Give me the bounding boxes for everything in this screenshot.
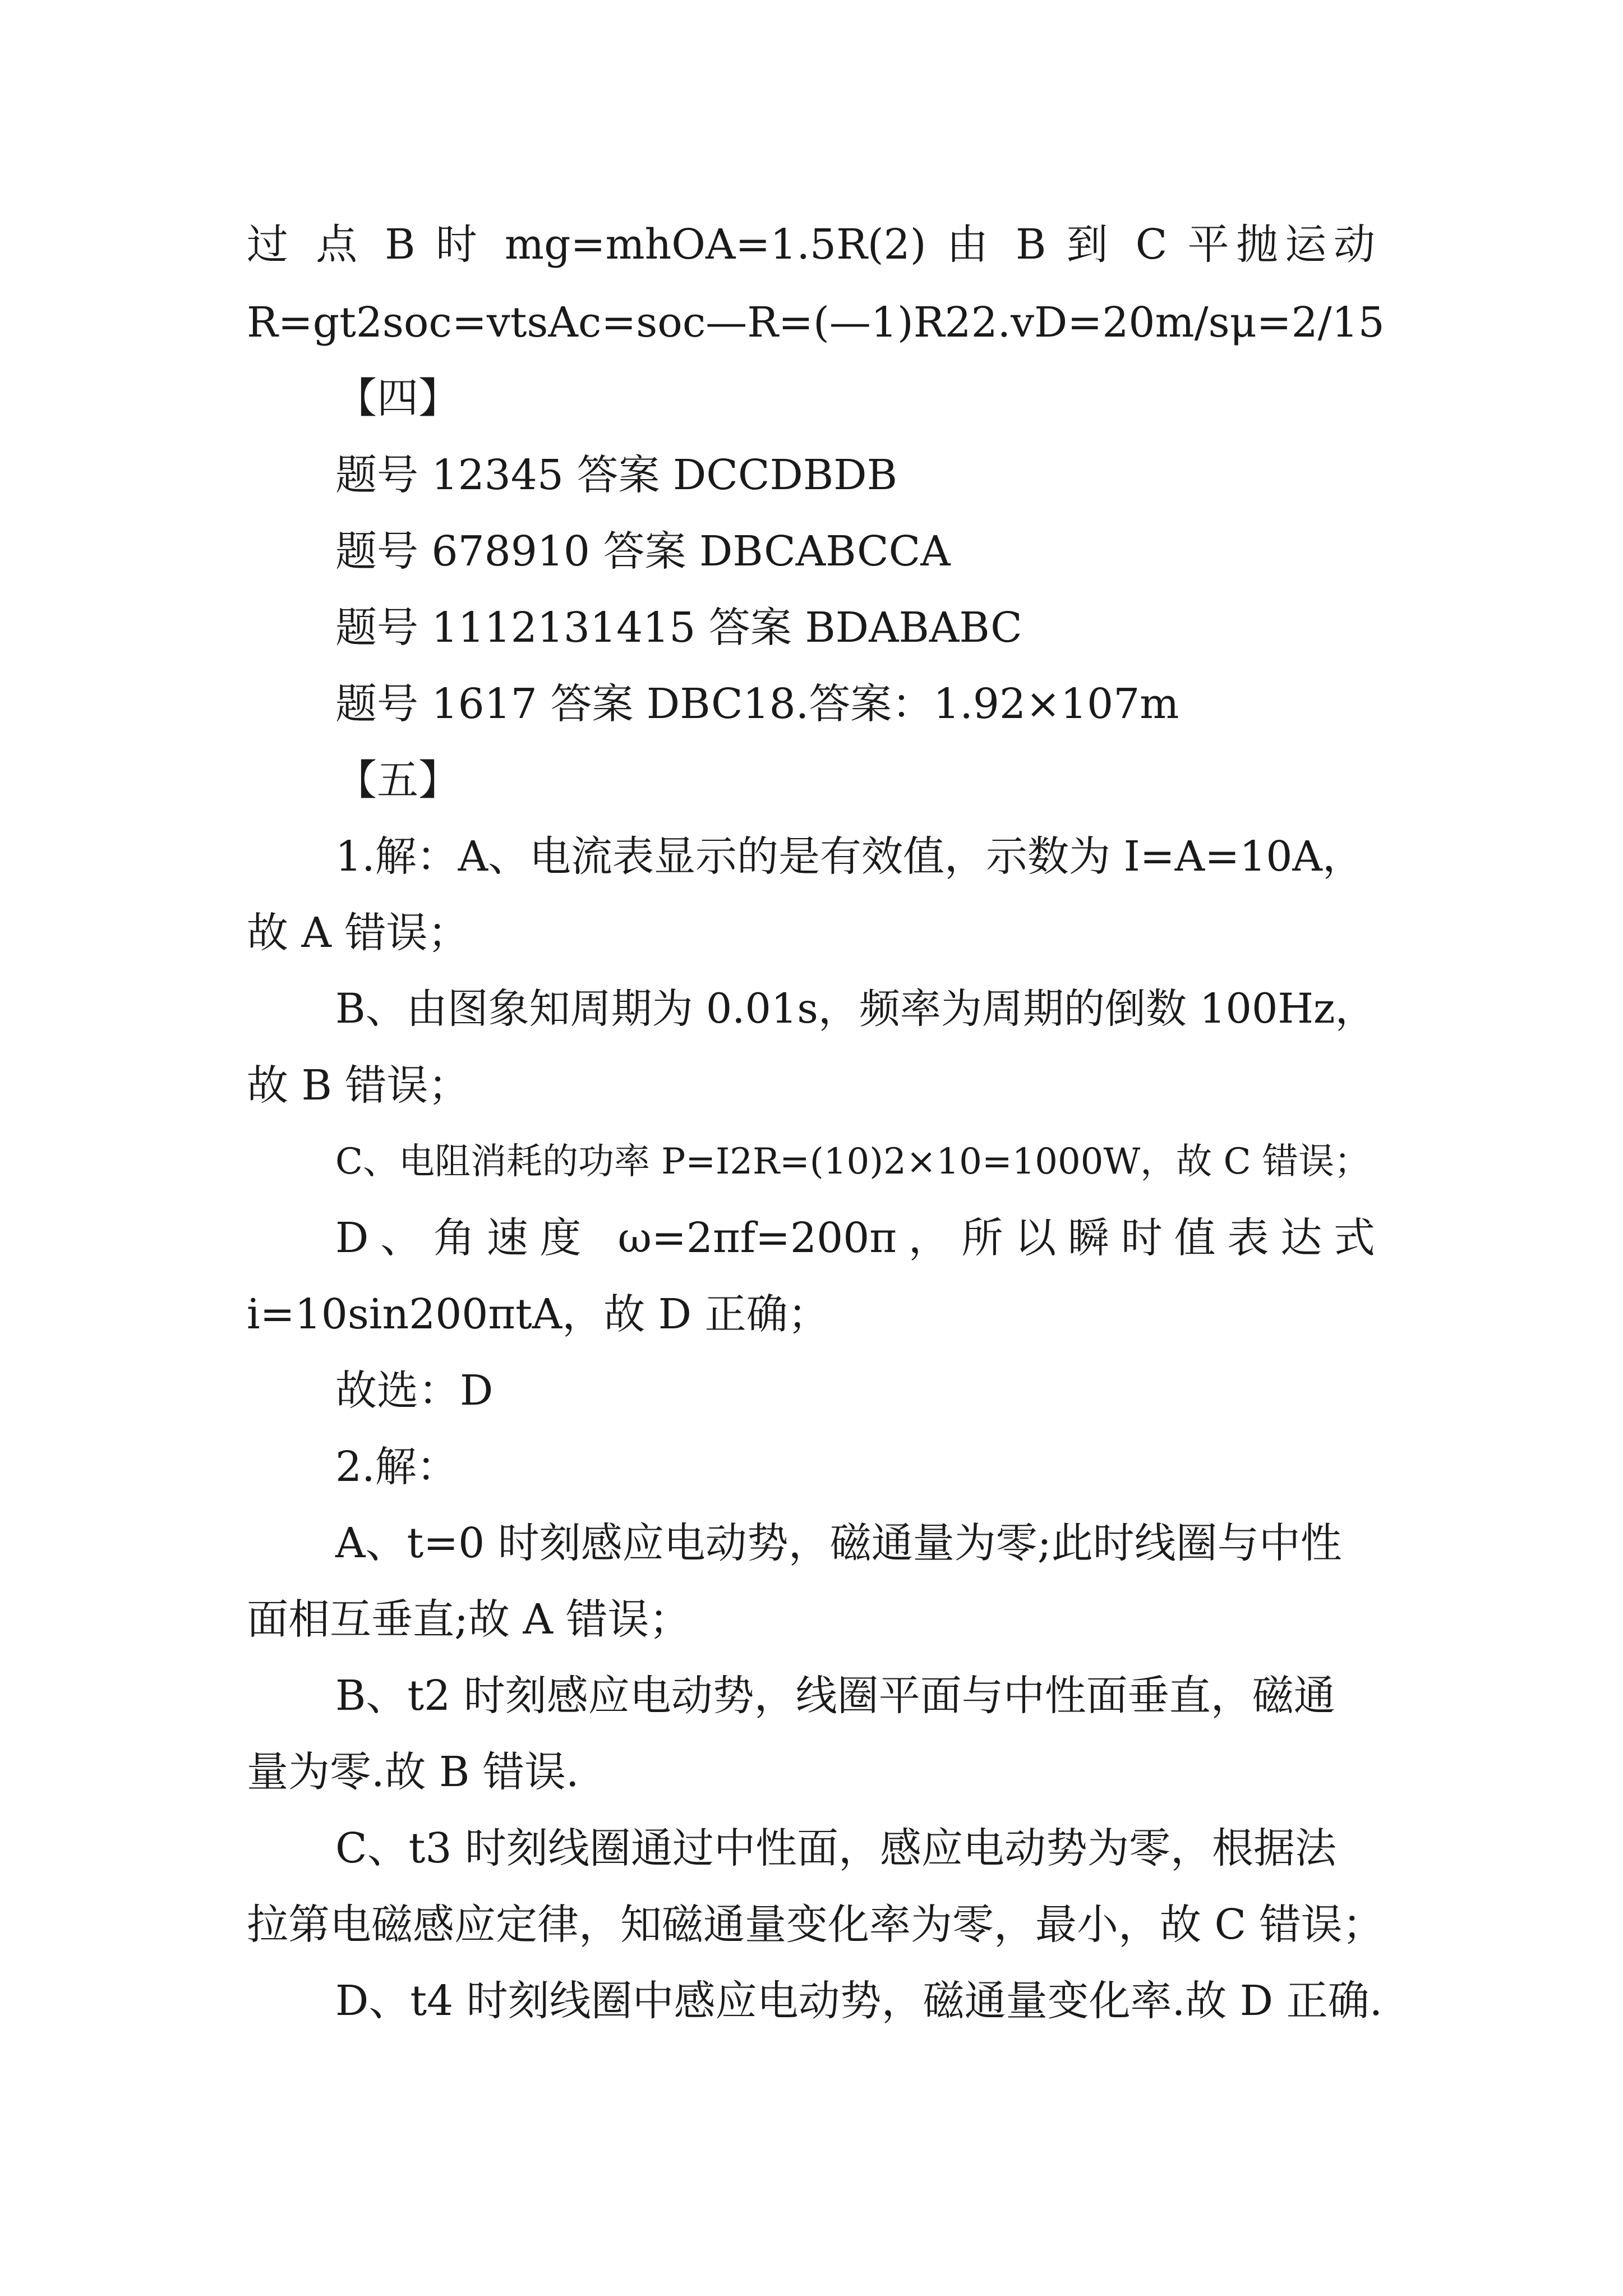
text-line-21: 量为零.故 B 错误. (247, 1748, 579, 1796)
text-line-20: B、t2 时刻感应电动势，线圈平面与中性面垂直，磁通 (335, 1672, 1335, 1720)
answer-row-2: 题号 678910 答案 DBCABCCA (335, 527, 951, 576)
text-line-16: 故选：D (335, 1366, 494, 1415)
text-line-10: 故 A 错误； (247, 909, 469, 957)
text-line-13: C、电阻消耗的功率 P=I2R=(10)2×10=1000W，故 C 错误； (335, 1141, 1370, 1182)
answer-row-4: 题号 1617 答案 DBC18.答案：1.92×107m (335, 680, 1179, 728)
text-line-22: C、t3 时刻线圈通过中性面，感应电动势为零，根据法 (335, 1824, 1336, 1872)
text-line-23: 拉第电磁感应定律，知磁通量变化率为零，最小，故 C 错误； (247, 1901, 1384, 1949)
answer-row-3: 题号 1112131415 答案 BDABABC (335, 604, 1022, 652)
section-heading-4: 【四】 (335, 374, 460, 422)
text-line-24: D、t4 时刻线圈中感应电动势，磁通量变化率.故 D 正确. (335, 1977, 1383, 2025)
text-line-9: 1.解：A、电流表显示的是有效值，示数为 I=A=10A， (335, 832, 1364, 881)
text-line-15: i=10sin200πtA，故 D 正确； (247, 1290, 829, 1338)
text-line-11: B、由图象知周期为 0.01s，频率为周期的倒数 100Hz， (335, 985, 1376, 1033)
text-line-2: R=gt2soc=vtsAc=soc—R=(—1)R22.vD=20m/sμ=2/15 (247, 298, 1385, 347)
text-line-1: 过 点 B 时 mg=mhOA=1.5R(2) 由 B 到 C 平抛运动 (247, 220, 1375, 269)
answer-row-1: 题号 12345 答案 DCCDBDB (335, 451, 897, 499)
text-line-17: 2.解： (335, 1443, 458, 1491)
text-line-18: A、t=0 时刻感应电动势，磁通量为零;此时线圈与中性 (335, 1519, 1342, 1567)
text-line-19: 面相互垂直;故 A 错误； (247, 1595, 691, 1644)
text-line-12: 故 B 错误； (247, 1061, 470, 1110)
text-line-14: D、角速度 ω=2πf=200π，所以瞬时值表达式 (335, 1214, 1375, 1262)
section-heading-5: 【五】 (335, 756, 460, 804)
